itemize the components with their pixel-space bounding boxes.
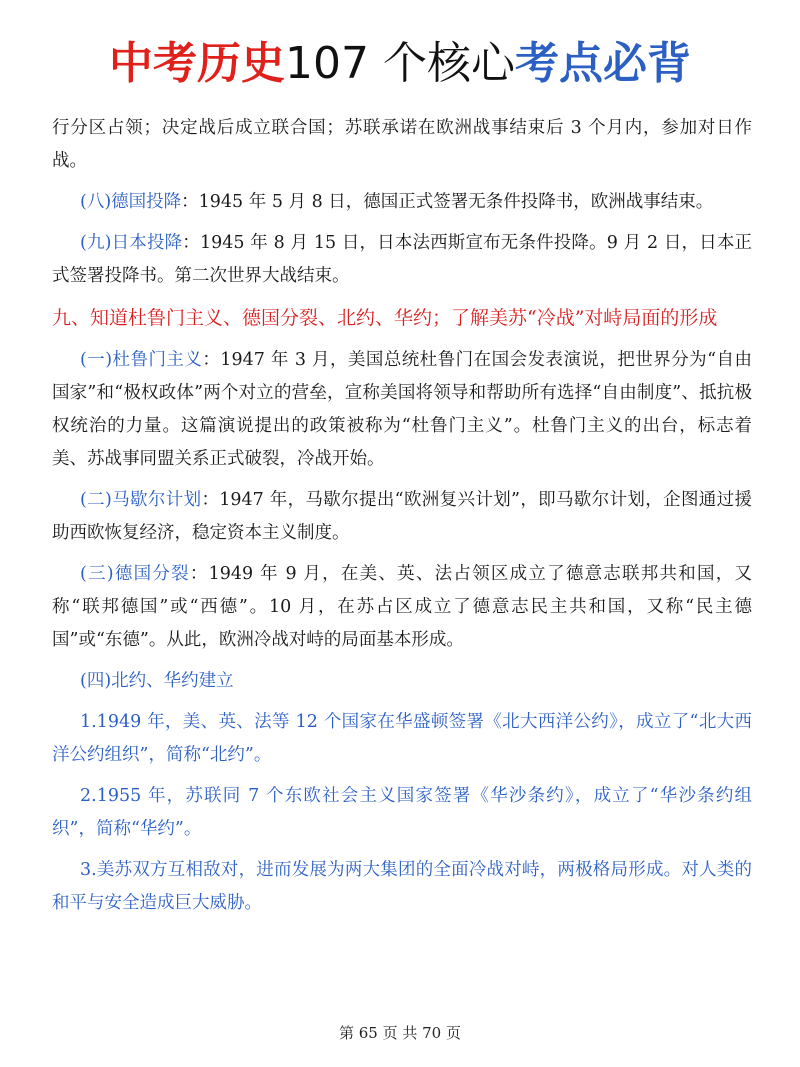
- title-part-black: 107 个核心: [285, 38, 515, 89]
- title-part-blue: 考点必背: [514, 38, 691, 89]
- paragraph-truman-doctrine: [52, 344, 752, 476]
- paragraph-text: ：1949 年 9 月，在美、英、法占领区成立了德意志联邦共和国，又称“联邦德国”或“西德”。10 月，在苏占区成立了德意志民主共和国，又称“民主德国”或“东德”。从此，欧洲冷战对峙的局面基本形成。: [52, 564, 753, 650]
- page-title: [0, 34, 800, 94]
- paragraph-text: ：1947 年 3 月，美国总统杜鲁门在国会发表演说，把世界分为“自由国家”和“极权政体”两个对立的营垒，宣称美国将领导和帮助所有选择“自由制度”、抵抗极权统治的力量。这篇演说提出的政策被称为“杜鲁门主义”。杜鲁门主义的出台，标志着美、苏战事同盟关系正式破裂，冷战开始。: [52, 350, 752, 469]
- subsection-label-nato-warsaw: (四)北约、华约建立: [80, 671, 234, 691]
- section-label: (一)杜鲁门主义: [80, 350, 203, 370]
- paragraph-germany-division: [52, 558, 752, 657]
- section-heading: 九、知道杜鲁门主义、德国分裂、北约、华约；了解美苏“冷战”对峙局面的形成: [52, 307, 718, 329]
- title-part-red: 中考历史: [109, 38, 286, 89]
- list-item: 2.1955 年，苏联同 7 个东欧社会主义国家签署《华沙条约》，成立了“华沙条约组织”，简称“华约”。: [52, 786, 752, 839]
- section-label: (九)日本投降: [80, 233, 183, 253]
- paragraph-text: ：1945 年 8 月 15 日，日本法西斯宣布无条件投降。9 月 2 日，日本正式签署投降书。第二次世界大战结束。: [52, 233, 753, 286]
- section-label: (三)德国分裂: [80, 564, 190, 584]
- paragraph-continuation: 行分区占领；决定战后成立联合国；苏联承诺在欧洲战事结束后 3 个月内，参加对日作战。: [52, 118, 752, 171]
- section-label: (二)马歇尔计划: [80, 490, 202, 510]
- document-body: [52, 112, 752, 928]
- paragraph-japan-surrender: [52, 227, 752, 293]
- paragraph-marshall-plan: [52, 484, 752, 550]
- paragraph-german-surrender: [52, 186, 752, 219]
- section-label: (八)德国投降: [80, 192, 182, 212]
- paragraph-text: ：1945 年 5 月 8 日，德国正式签署无条件投降书，欧洲战事结束。: [181, 192, 714, 212]
- page-number: 第 65 页 共 70 页: [338, 1024, 461, 1042]
- list-item: 3.美苏双方互相敌对，进而发展为两大集团的全面冷战对峙，两极格局形成。对人类的和平与安全造成巨大威胁。: [52, 860, 752, 913]
- list-item: 1.1949 年，美、英、法等 12 个国家在华盛顿签署《北大西洋公约》，成立了“北大西洋公约组织”，简称“北约”。: [52, 712, 752, 765]
- paragraph-text: ：1947 年，马歇尔提出“欧洲复兴计划”，即马歇尔计划，企图通过援助西欧恢复经济，稳定资本主义制度。: [52, 490, 752, 543]
